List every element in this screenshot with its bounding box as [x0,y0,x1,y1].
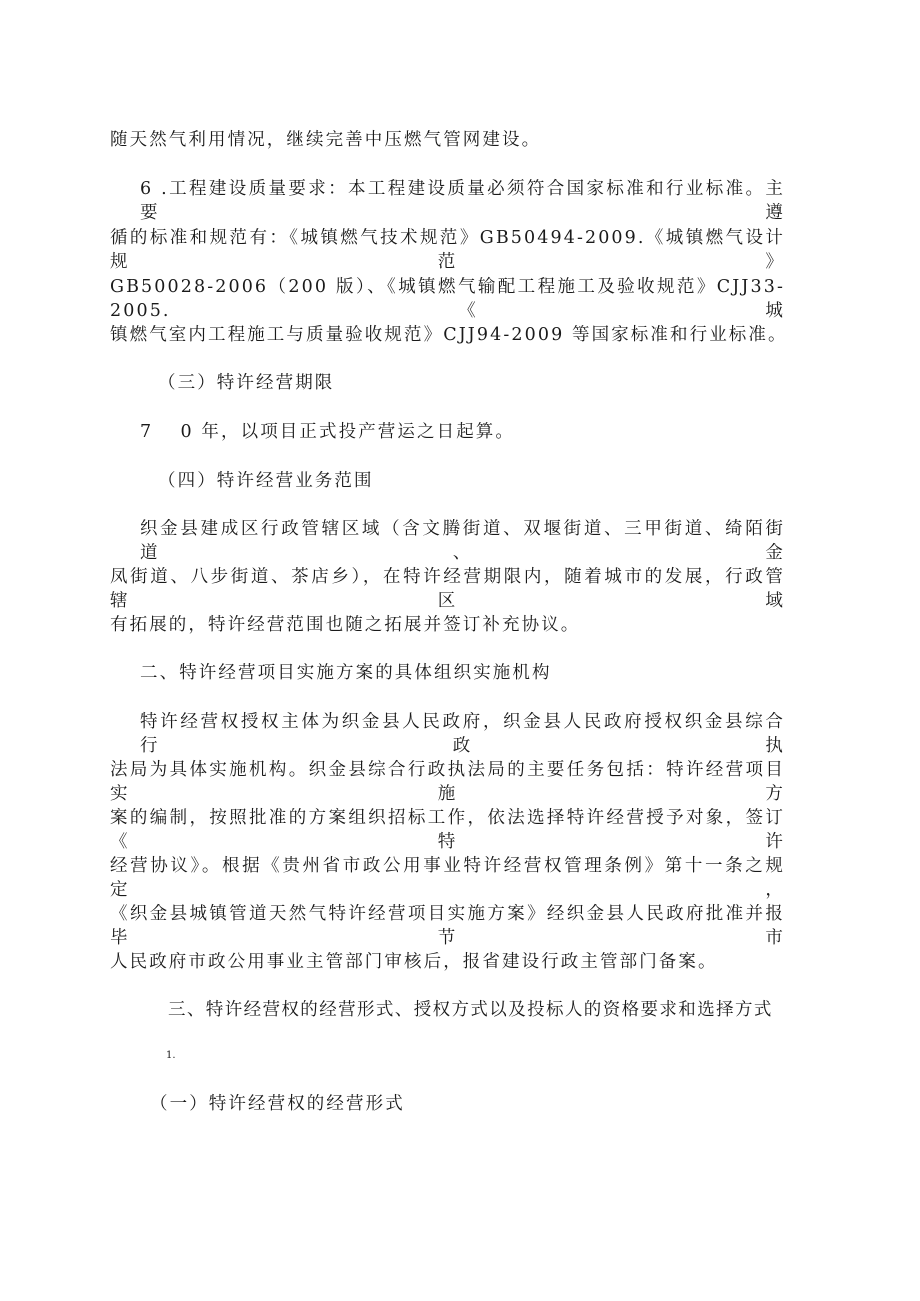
paragraph-6-line-1: 6 .工程建设质量要求：本工程建设质量必须符合国家标准和行业标准。主要遵 [140,179,785,223]
section-heading-scope: （四）特许经营业务范围 [158,471,374,491]
chapter-heading-two: 二、特许经营项目实施方案的具体组织实施机构 [140,663,552,683]
chapter-heading-three: 三、特许经营权的经营形式、授权方式以及投标人的资格要求和选择方式 [168,1000,773,1020]
paragraph-intro-line-1: 随天然气利用情况，继续完善中压燃气管网建设。 [110,130,542,150]
paragraph-org-line-3: 案的编制，按照批准的方案组织招标工作，依法选择特许经营授予对象，签订《特许 [110,808,785,852]
section-heading-term: （三）特许经营期限 [158,373,335,393]
paragraph-org-line-2: 法局为具体实施机构。织金县综合行政执法局的主要任务包括：特许经营项目实施方 [110,760,785,804]
section-heading-form: （一）特许经营权的经营形式 [150,1094,405,1114]
paragraph-org-line-4: 经营协议》。根据《贵州省市政公用事业特许经营权管理条例》第十一条之规定， [110,856,785,900]
paragraph-org-line-1: 特许经营权授权主体为织金县人民政府，织金县人民政府授权织金县综合行政执 [140,712,785,756]
paragraph-6-line-4: 镇燃气室内工程施工与质量验收规范》CJJ94-2009 等国家标准和行业标准。 [110,325,788,345]
paragraph-scope-line-3: 有拓展的，特许经营范围也随之拓展并签订补充协议。 [110,615,581,635]
paragraph-scope-line-2: 凤街道、八步街道、茶店乡），在特许经营期限内，随着城市的发展，行政管辖区域 [110,567,785,611]
paragraph-7: 7 0 年，以项目正式投产营运之日起算。 [140,422,515,442]
paragraph-scope-line-1: 织金县建成区行政管辖区域（含文腾街道、双堰街道、三甲街道、绮陌街道、金 [140,519,785,563]
paragraph-6-line-3: GB50028-2006（200 版）、《城镇燃气输配工程施工及验收规范》CJJ33-2005.《城 [110,277,785,321]
paragraph-org-line-6: 人民政府市政公用事业主管部门审核后，报省建设行政主管部门备案。 [110,952,718,972]
list-marker-1: 1. [166,1050,176,1061]
paragraph-org-line-5: 《织金县城镇管道天然气特许经营项目实施方案》经织金县人民政府批准并报毕节市 [110,904,785,948]
paragraph-6-line-2: 循的标准和规范有：《城镇燃气技术规范》GB50494-2009.《城镇燃气设计规范》 [110,228,785,272]
